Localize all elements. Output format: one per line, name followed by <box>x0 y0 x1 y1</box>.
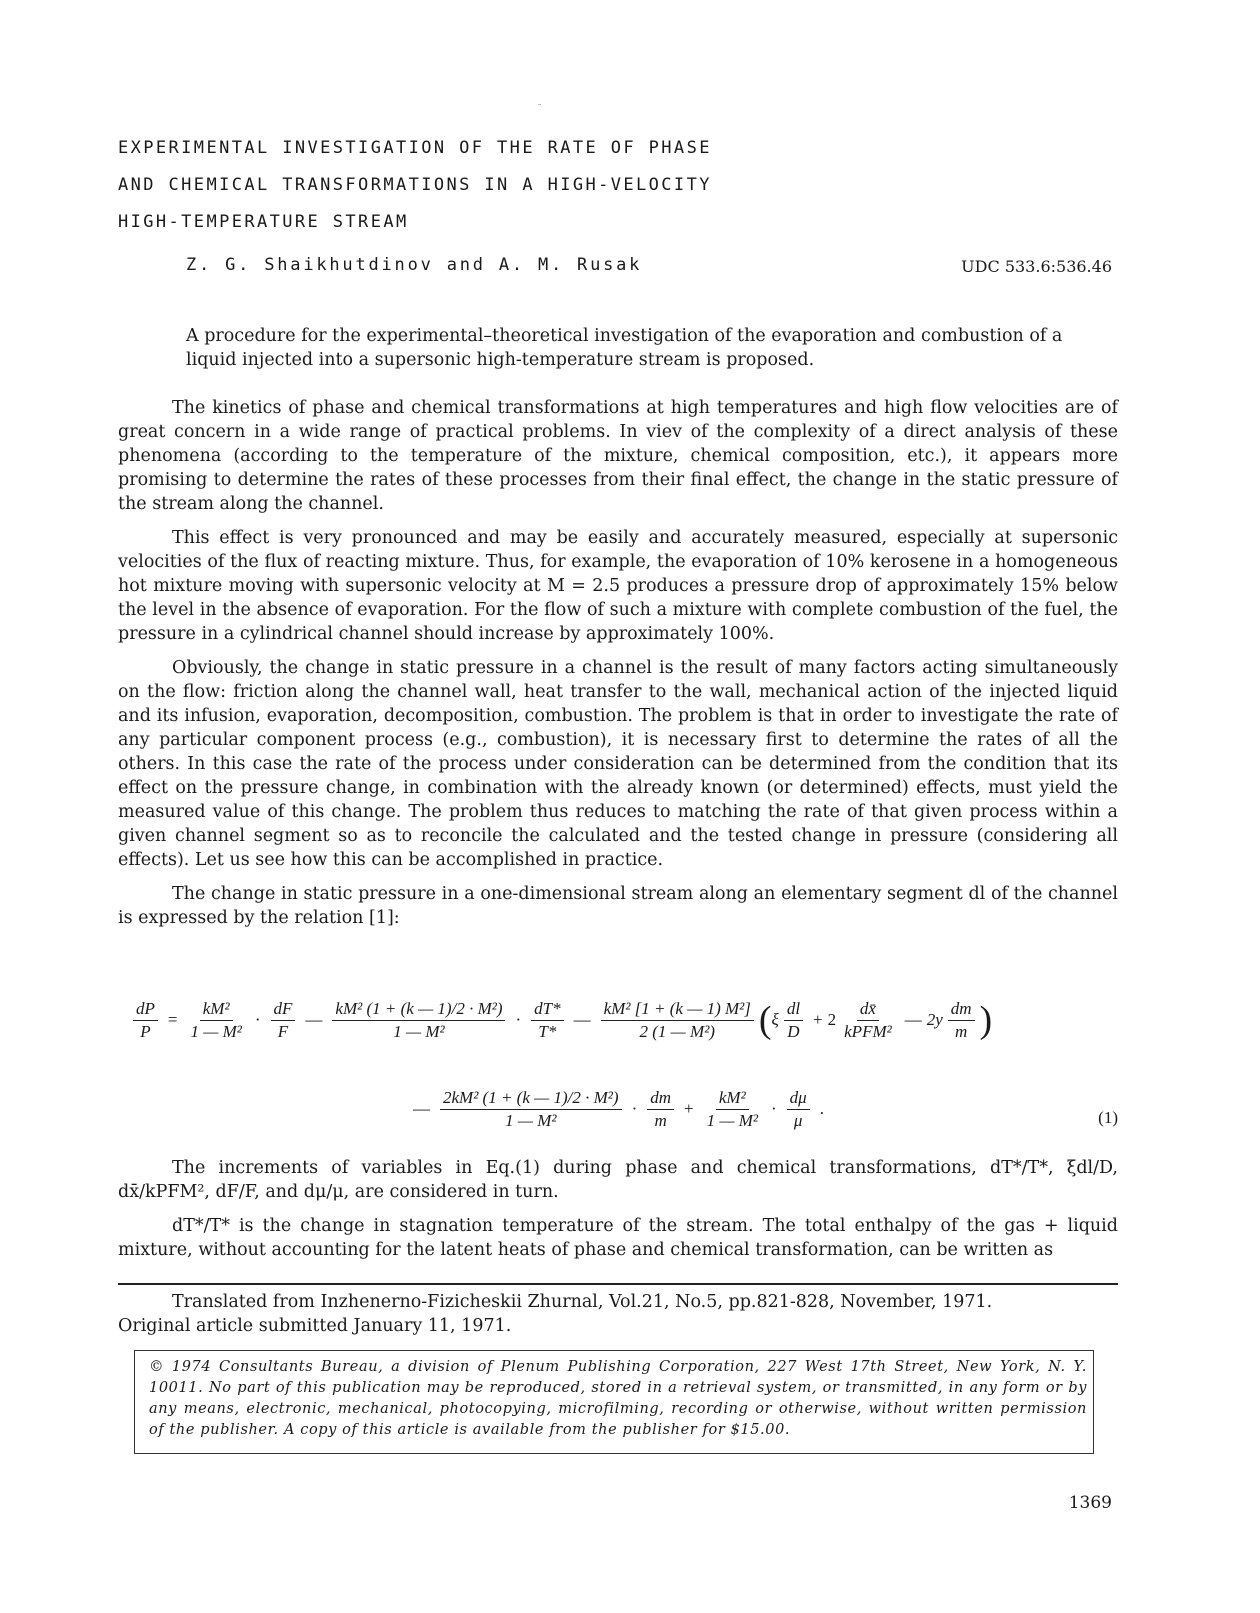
body-text-continued <box>118 1156 1118 1272</box>
fraction: $\frac{\text{kM² [1 + (k — 1) M²]}}{\text{2 (1 — M²)}}$ <box>601 998 754 1043</box>
fraction: $\frac{dP}{P}$ <box>133 998 158 1043</box>
fraction: $\frac{\text{2kM² (1 + (k — 1)/2 · M²)}}{\text{1 — M²}}$ <box>440 1087 622 1132</box>
fraction: $\frac{\text{kM²}}{\text{1 — M²}}$ <box>706 1087 758 1130</box>
fraction: $\frac{dm}{m}$ <box>647 1087 674 1132</box>
fraction: $\frac{dT*}{T*}$ <box>531 998 563 1043</box>
fraction: $\frac{dF}{F}$ <box>271 998 296 1043</box>
scan-speck <box>538 104 541 105</box>
title-line: HIGH-TEMPERATURE STREAM <box>118 212 409 232</box>
fraction: $\frac{dx̄}{\text{kPFM²}}$ <box>844 998 892 1041</box>
paragraph: The kinetics of phase and chemical transformations at high temperatures and high flow velocities are of great concern in a wide range of practical problems. In viev of the complexity of a direct analysis of these phenomena (according to the temperature of the mixture, chemical composition, etc.), it appears more promising to determine the rates of these processes from their final effect, the change in the static pressure of the stream along the channel. <box>118 398 1118 514</box>
equation-line-2: — $\frac{\text{2kM² (1 + (k — 1)/2 · M²)}}{\text{1 — M²}}$ · $\frac{dm}{m}$ + $\frac{\text{kM²}}{\text{1 — M²}}$ · $\frac{d\mu}{\mu}$ . <box>413 1087 824 1130</box>
paragraph: dT*/T* is the change in stagnation temperature of the stream. The total enthalpy of the gas + liquid mixture, without accounting for the latent heats of phase and chemical transformation, can be written as <box>118 1216 1118 1260</box>
title-line: AND CHEMICAL TRANSFORMATIONS IN A HIGH-VELOCITY <box>118 175 712 195</box>
equation-1 <box>118 978 1118 1148</box>
footnote-rule <box>118 1283 1118 1285</box>
footnote-line: Translated from Inzhenerno-Fizicheskii Zhurnal, Vol.21, No.5, pp.821-828, November, 1971. <box>172 1292 993 1312</box>
article-title <box>118 130 1018 241</box>
equation-number: (1) <box>1098 1108 1118 1127</box>
fraction: $\frac{dl}{D}$ <box>784 998 803 1043</box>
copyright-box: © 1974 Consultants Bureau, a division of Plenum Publishing Corporation, 227 West 17th Street, New York, N. Y. 10011. No part of this publication may be reproduced, stored in a retrieval system, or transmitted, in any form or by any means, electronic, mechanical, photocopying, microfilming, recording or otherwise, without written permission of the publisher. A copy of this article is available from the publisher for $15.00. <box>134 1350 1094 1454</box>
paragraph: The change in static pressure in a one-dimensional stream along an elementary segment dl of the channel is expressed by the relation [1]: <box>118 884 1118 928</box>
paragraph: Obviously, the change in static pressure in a channel is the result of many factors acting simultaneously on the flow: friction along the channel wall, heat transfer to the wall, mechanical action of the injected liquid and its infusion, evaporation, decomposition, combustion. The problem is that in order to investigate the rate of any particular component process (e.g., combustion), it is necessary first to determine the rates of all the others. In this case the rate of the process under consideration can be determined from the condition that its effect on the pressure change, in combination with the already known (or determined) effects, must yield the measured value of this change. The problem thus reduces to matching the rate of that given process within a given channel segment so as to reconcile the calculated and the tested change in pressure (considering all effects). Let us see how this can be accomplished in practice. <box>118 658 1118 870</box>
fraction: $\frac{\text{kM²}}{\text{1 — M²}}$ <box>190 998 242 1041</box>
footnote-line: Original article submitted January 11, 1971. <box>118 1316 512 1336</box>
fraction: $\frac{d\mu}{\mu}$ <box>787 1087 810 1132</box>
translation-note <box>118 1290 1118 1338</box>
equation-line-1: $\frac{dP}{P}$ = $\frac{\text{kM²}}{\text{1 — M²}}$ · $\frac{dF}{F}$ — $\frac{\text{kM² (1 + (k — 1)/2 · M²)}}{\text{1 — M²}}$ · $\frac{dT*}{T*}$ — $\frac{\text{kM² [1 + (k — 1) M²]}}{\text{2 (1 — M²)}}$ ( ξ $\frac{dl}{D}$ + 2 $\frac{dx̄}{\text{kPFM²}}$ — 2y $\frac{dm}{m}$ ) <box>128 978 992 1062</box>
body-text <box>118 396 1118 940</box>
title-line: EXPERIMENTAL INVESTIGATION OF THE RATE OF PHASE <box>118 138 712 158</box>
udc-code: UDC 533.6:536.46 <box>961 257 1112 276</box>
fraction: $\frac{dm}{m}$ <box>948 998 975 1043</box>
paragraph: The increments of variables in Eq.(1) during phase and chemical transformations, dT*/T*, ξdl/D, dx̄/kPFM², dF/F, and dμ/μ, are considered in turn. <box>118 1158 1118 1202</box>
authors: Z. G. Shaikhutdinov and A. M. Rusak <box>186 255 643 275</box>
fraction: $\frac{\text{kM² (1 + (k — 1)/2 · M²)}}{\text{1 — M²}}$ <box>332 998 505 1043</box>
page-number: 1369 <box>1068 1493 1112 1513</box>
abstract: A procedure for the experimental–theoretical investigation of the evaporation and combustion of a liquid injected into a supersonic high-temperature stream is proposed. <box>186 326 1063 370</box>
paragraph: This effect is very pronounced and may be easily and accurately measured, especially at supersonic velocities of the flux of reacting mixture. Thus, for example, the evaporation of 10% kerosene in a homogeneous hot mixture moving with supersonic velocity at M = 2.5 produces a pressure drop of approximately 15% below the level in the absence of evaporation. For the flow of such a mixture with complete combustion of the fuel, the pressure in a cylindrical channel should increase by approximately 100%. <box>118 528 1118 644</box>
